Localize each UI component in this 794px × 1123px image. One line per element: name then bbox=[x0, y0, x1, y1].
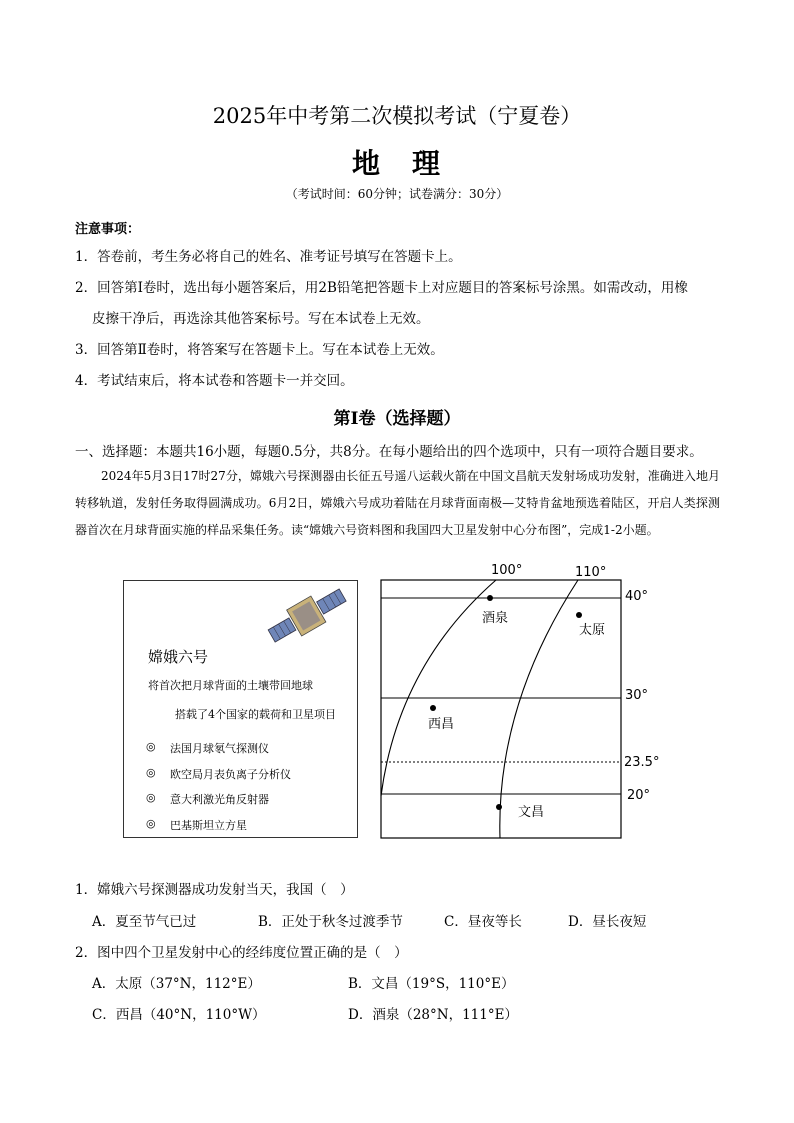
bullet-icon: ◎ bbox=[146, 791, 156, 804]
question-option: D．昼长夜短 bbox=[568, 914, 647, 930]
site-label: 酒泉 bbox=[482, 611, 509, 626]
passage-text: 2024年5月3日17时27分，嫦娥六号探测器由长征五号遥八运载火箭在中国文昌航天发射场成功发射，准确进入地月转移轨道，发射任务取得圆满成功。6月2日，嫦娥六号成功着陆在月球背面南极—艾特肯盆地预选着陆区，开启人类探测器首次在月球背面实施的样品采集任务。读“嫦娥六号资料图和我国四大卫星发射中心分布图”，完成1-2小题。 bbox=[75, 469, 720, 537]
bullet-icon: ◎ bbox=[146, 740, 156, 753]
note-item: 3．回答第Ⅱ卷时，将答案写在答题卡上。写在本试卷上无效。 bbox=[75, 342, 444, 358]
site-label: 太原 bbox=[579, 623, 606, 638]
site-marker bbox=[496, 804, 502, 810]
site-label: 文昌 bbox=[518, 805, 545, 820]
bullet-icon: ◎ bbox=[146, 766, 156, 779]
site-marker bbox=[430, 705, 436, 711]
lat-label: 30° bbox=[625, 688, 649, 703]
lat-label: 20° bbox=[627, 788, 651, 803]
passage bbox=[75, 463, 720, 544]
subject-title: 地 理 bbox=[351, 147, 442, 180]
question-option: D．酒泉（28°N，111°E） bbox=[348, 1007, 518, 1023]
lon-line-110 bbox=[500, 580, 578, 838]
section-title: 第Ⅰ卷（选择题） bbox=[333, 409, 461, 429]
question-stem: 1．嫦娥六号探测器成功发射当天，我国（ ） bbox=[75, 882, 354, 898]
payload-item: 法国月球氡气探测仪 bbox=[170, 742, 269, 755]
note-item: 1．答卷前，考生务必将自己的姓名、准考证号填写在答题卡上。 bbox=[75, 249, 462, 265]
site-marker bbox=[576, 612, 582, 618]
lon-label: 110° bbox=[575, 565, 607, 580]
lat-label: 23.5° bbox=[624, 755, 660, 770]
info-box-line: 搭载了4个国家的载荷和卫星项目 bbox=[175, 708, 336, 721]
launch-center-map bbox=[378, 556, 678, 846]
question-stem: 2．图中四个卫星发射中心的经纬度位置正确的是（ ） bbox=[75, 945, 408, 961]
note-item: 4．考试结束后，将本试卷和答题卡一并交回。 bbox=[75, 373, 354, 389]
question-option: A．夏至节气已过 bbox=[92, 914, 197, 930]
notes-heading: 注意事项： bbox=[75, 222, 141, 237]
bullet-icon: ◎ bbox=[146, 817, 156, 830]
note-item: 皮擦干净后，再选涂其他答案标号。写在本试卷上无效。 bbox=[92, 311, 430, 327]
question-option: B．正处于秋冬过渡季节 bbox=[258, 914, 403, 930]
lon-label: 100° bbox=[491, 563, 523, 578]
payload-item: 意大利激光角反射器 bbox=[170, 793, 269, 806]
satellite-icon bbox=[262, 586, 354, 644]
site-label: 西昌 bbox=[428, 717, 455, 732]
page-title: 2025年中考第二次模拟考试（宁夏卷） bbox=[212, 104, 582, 128]
lon-line-100 bbox=[381, 580, 496, 796]
info-box-line: 将首次把月球背面的土壤带回地球 bbox=[148, 679, 313, 692]
question-option: A．太原（37°N，112°E） bbox=[92, 976, 261, 992]
question-option: C．西昌（40°N，110°W） bbox=[92, 1007, 266, 1023]
info-box-title: 嫦娥六号 bbox=[148, 648, 209, 666]
note-item: 2．回答第Ⅰ卷时，选出每小题答案后，用2B铅笔把答题卡上对应题目的答案标号涂黑。如需改动，用橡 bbox=[75, 280, 688, 296]
question-option: B．文昌（19°S，110°E） bbox=[348, 976, 515, 992]
payload-item: 欧空局月表负离子分析仪 bbox=[170, 768, 291, 781]
payload-item: 巴基斯坦立方星 bbox=[170, 819, 247, 832]
section-instruction: 一、选择题：本题共16小题，每题0.5分，共8分。在每小题给出的四个选项中，只有一项符合题目要求。 bbox=[75, 444, 703, 460]
question-option: C．昼夜等长 bbox=[444, 914, 522, 930]
site-marker bbox=[487, 595, 493, 601]
lat-label: 40° bbox=[625, 589, 649, 604]
exam-info: （考试时间：60分钟；试卷满分：30分） bbox=[285, 187, 509, 201]
